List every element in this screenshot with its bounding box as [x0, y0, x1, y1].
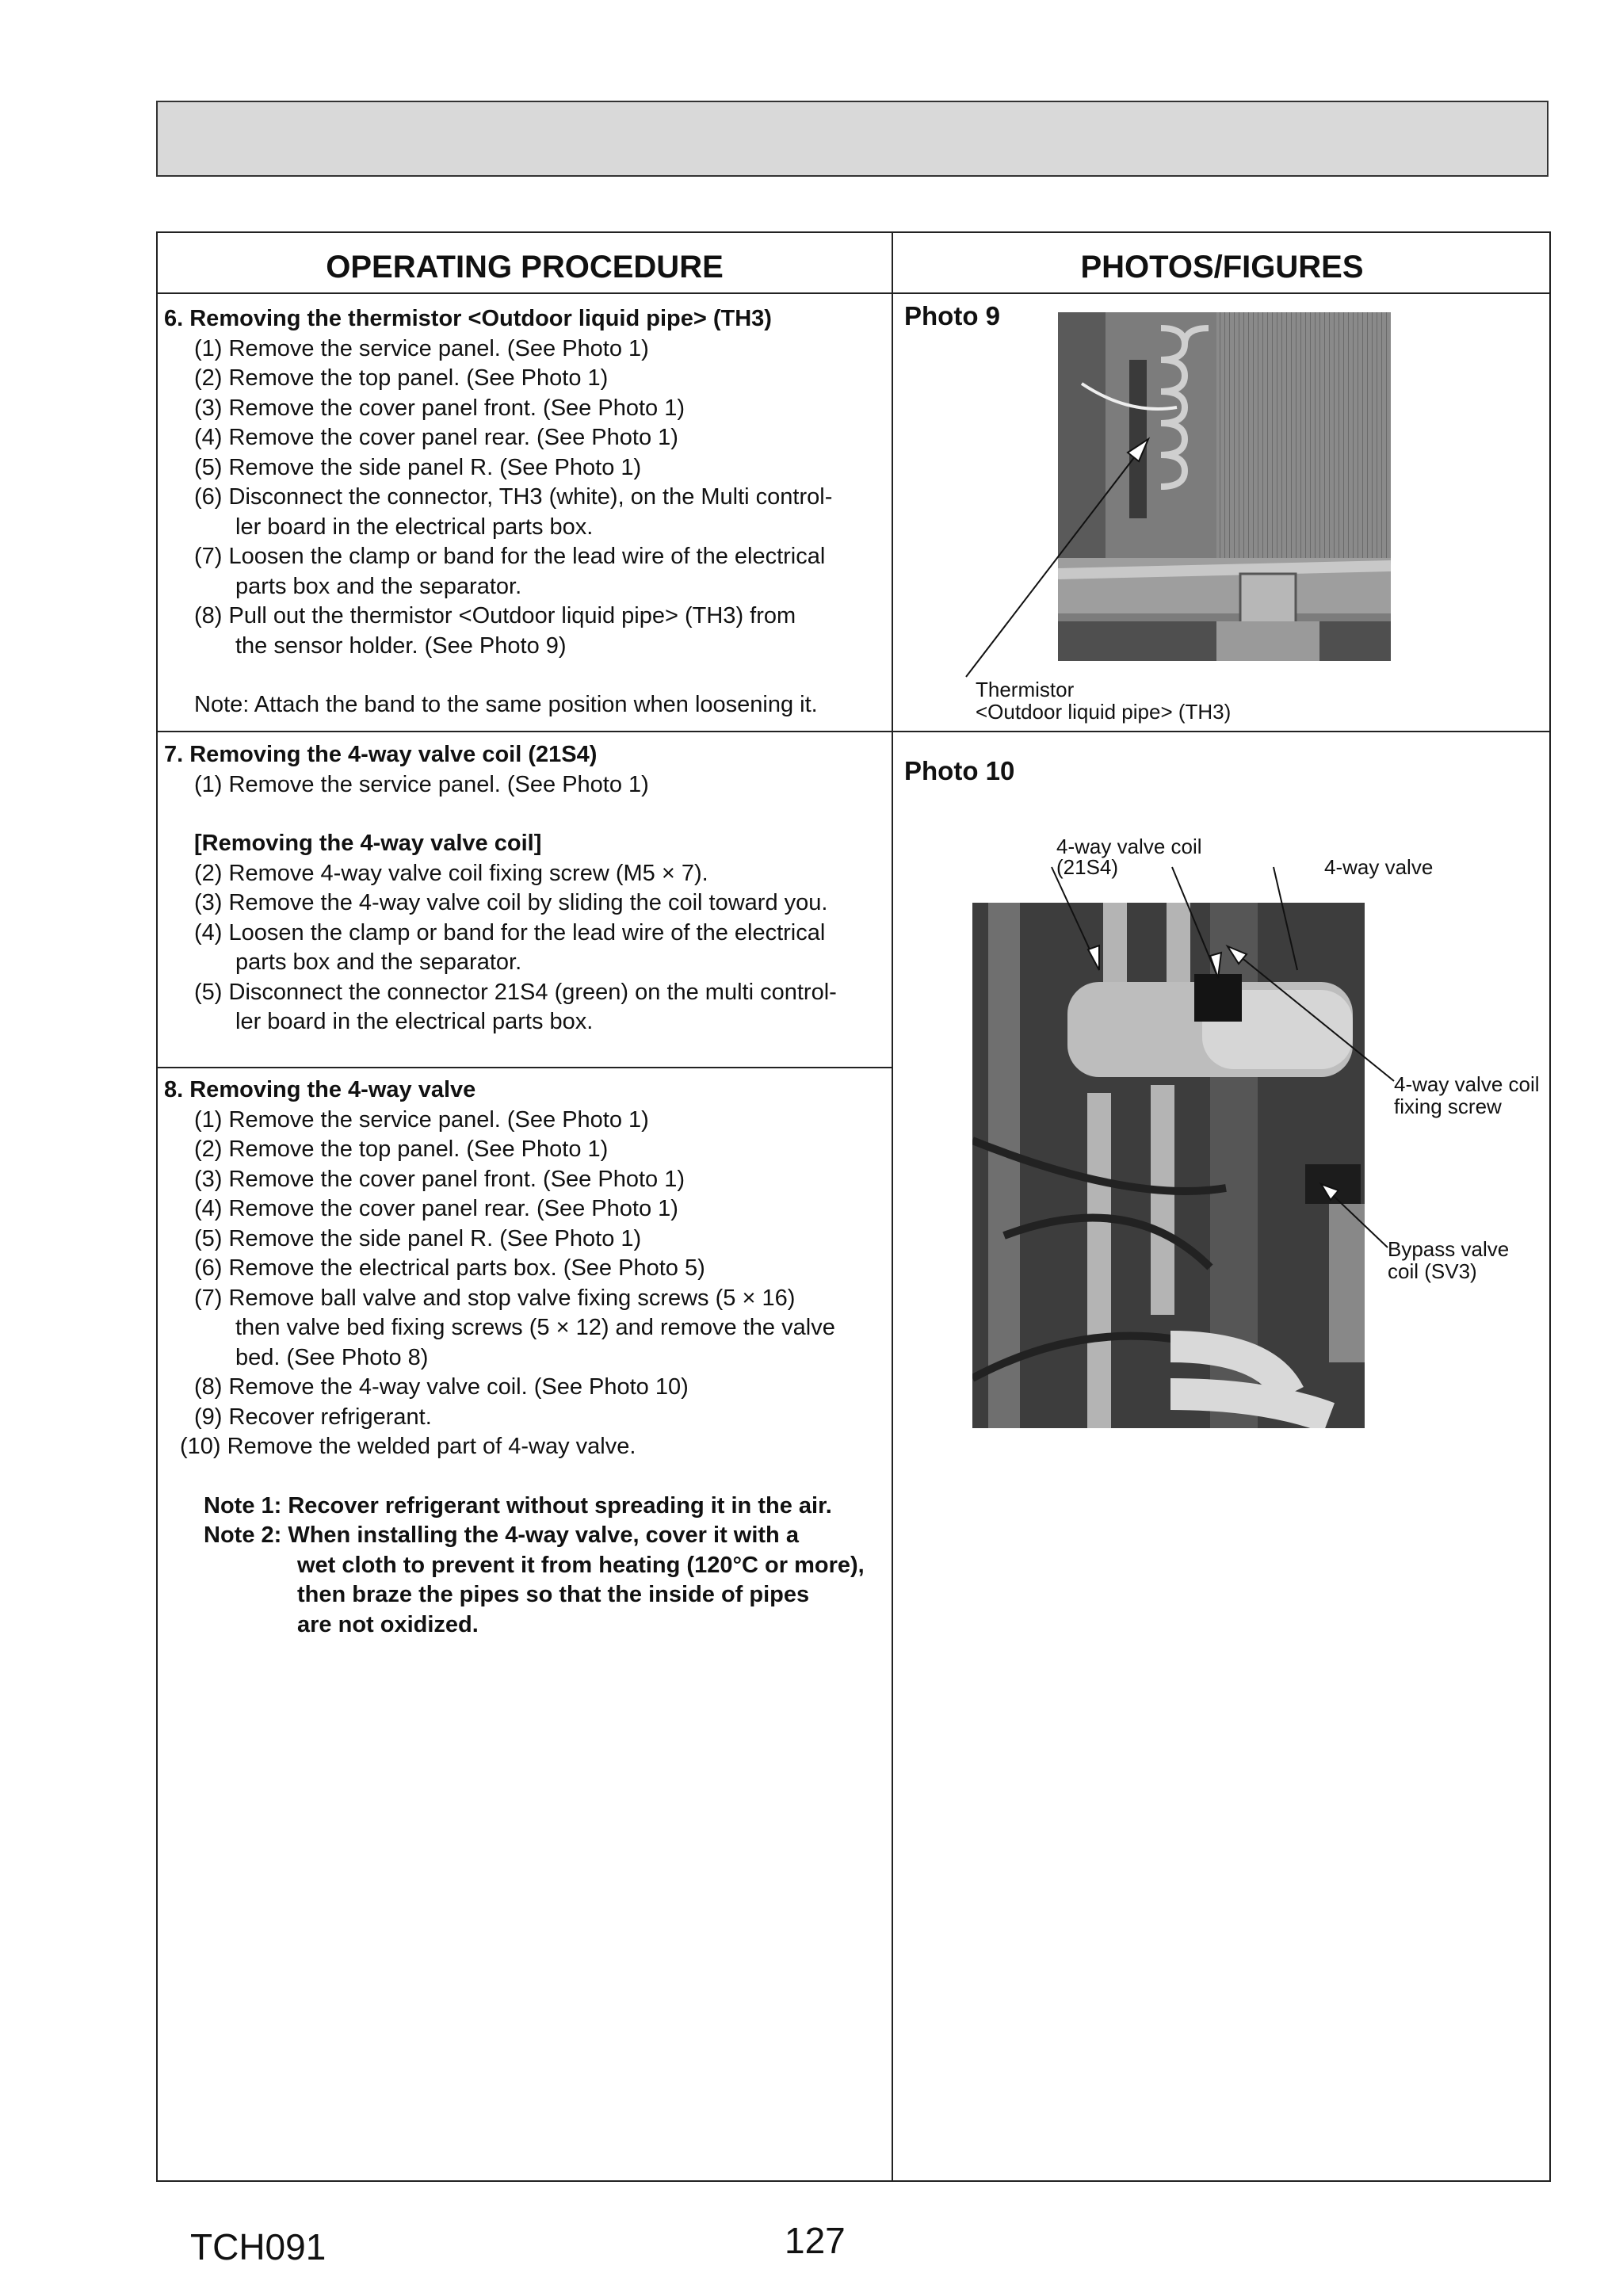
procedure-table: [156, 231, 1551, 2182]
step-continuation: parts box and the separator.: [235, 573, 522, 599]
step: (1) Remove the service panel. (See Photo 1): [194, 771, 649, 797]
step: (10) Remove the welded part of 4-way valve.: [180, 1434, 636, 1459]
photo9-divider: [892, 731, 1551, 732]
step: (5) Disconnect the connector 21S4 (green) on the multi control-: [194, 979, 837, 1005]
photo-9-pointer: [950, 392, 1188, 709]
column-divider: [892, 233, 893, 2180]
step: (3) Remove the cover panel front. (See Photo 1): [194, 1166, 685, 1192]
section-7: [164, 740, 887, 1037]
step-continuation: parts box and the separator.: [235, 949, 522, 975]
photo-10-coil-label-line2: (21S4): [1056, 855, 1119, 879]
section-7-subheading: [Removing the 4-way valve coil]: [194, 831, 542, 856]
step: (1) Remove the service panel. (See Photo 1): [194, 335, 649, 361]
step: (4) Remove the cover panel rear. (See Photo 1): [194, 1196, 678, 1221]
photo-10-bypass-label-line1: Bypass valve: [1388, 1237, 1510, 1261]
section7-divider: [158, 1067, 892, 1068]
page-number: 127: [785, 2220, 846, 2261]
note: Note 2: When installing the 4-way valve, cover it with a: [204, 1522, 799, 1548]
document-id: TCH091: [190, 2226, 327, 2267]
photo-10-screw-label-line2: fixing screw: [1394, 1095, 1502, 1118]
section6-divider: [158, 731, 892, 732]
step: (4) Loosen the clamp or band for the lead wire of the electrical: [194, 919, 826, 946]
step-continuation: ler board in the electrical parts box.: [235, 514, 594, 540]
photo-10-bypass-label-line2: coil (SV3): [1388, 1259, 1477, 1283]
step-continuation: ler board in the electrical parts box.: [235, 1009, 594, 1034]
step: (1) Remove the service panel. (See Photo 1): [194, 1106, 649, 1133]
column-header-procedure: OPERATING PROCEDURE: [326, 250, 724, 285]
photo-9-caption-line1: Thermistor: [976, 678, 1075, 701]
step: (4) Remove the cover panel rear. (See Photo 1): [194, 425, 678, 450]
section-8-title: 8. Removing the 4-way valve: [164, 1077, 476, 1102]
photo-10-coil-label-line1: 4-way valve coil: [1056, 835, 1202, 858]
step-continuation: the sensor holder. (See Photo 9): [235, 632, 567, 659]
photo-10-label: Photo 10: [904, 756, 1015, 785]
step: (9) Recover refrigerant.: [194, 1404, 432, 1430]
step: (2) Remove the top panel. (See Photo 1): [194, 1137, 609, 1162]
photo-9-caption-line2: <Outdoor liquid pipe> (TH3): [976, 700, 1232, 724]
step: (7) Remove ball valve and stop valve fixing screws (5 × 16): [194, 1285, 796, 1311]
step-continuation: then valve bed fixing screws (5 × 12) and remove the valve: [235, 1315, 835, 1340]
step: (5) Remove the side panel R. (See Photo 1): [194, 454, 642, 480]
step: (3) Remove the 4-way valve coil by sliding the coil toward you.: [194, 890, 828, 915]
step: (7) Loosen the clamp or band for the lead wire of the electrical: [194, 544, 826, 569]
step: (2) Remove the top panel. (See Photo 1): [194, 365, 609, 391]
step: (6) Remove the electrical parts box. (See Photo 5): [194, 1255, 705, 1281]
section-7-title: 7. Removing the 4-way valve coil (21S4): [164, 742, 598, 767]
note-continuation: then braze the pipes so that the inside of pipes: [297, 1582, 810, 1607]
note: Note 1: Recover refrigerant without spreading it in the air.: [204, 1492, 832, 1519]
step: (8) Remove the 4-way valve coil. (See Photo 10): [194, 1374, 689, 1400]
photo-10-pointers: [972, 851, 1495, 1454]
section-6: [164, 304, 887, 720]
note-continuation: wet cloth to prevent it from heating (120°C or more),: [297, 1552, 865, 1578]
step: (6) Disconnect the connector, TH3 (white), on the Multi control-: [194, 484, 833, 510]
step: (8) Pull out the thermistor <Outdoor liquid pipe> (TH3) from: [194, 603, 796, 628]
photo-10-valve-label: 4-way valve: [1324, 855, 1434, 879]
header-bar: [156, 101, 1549, 177]
step: (5) Remove the side panel R. (See Photo 1): [194, 1225, 642, 1251]
photo-10-screw-label-line1: 4-way valve coil: [1394, 1072, 1540, 1096]
section-8: [164, 1075, 887, 1640]
step: (3) Remove the cover panel front. (See Photo 1): [194, 395, 685, 421]
note-continuation: are not oxidized.: [297, 1611, 479, 1637]
column-header-photos: PHOTOS/FIGURES: [1080, 250, 1364, 285]
section-6-note: Note: Attach the band to the same position when loosening it.: [194, 692, 818, 717]
photo-9-label: Photo 9: [904, 301, 1000, 330]
section-6-title: 6. Removing the thermistor <Outdoor liquid pipe> (TH3): [164, 306, 772, 331]
step: (2) Remove 4-way valve coil fixing screw (M5 × 7).: [194, 860, 708, 886]
step-continuation: bed. (See Photo 8): [235, 1344, 429, 1370]
